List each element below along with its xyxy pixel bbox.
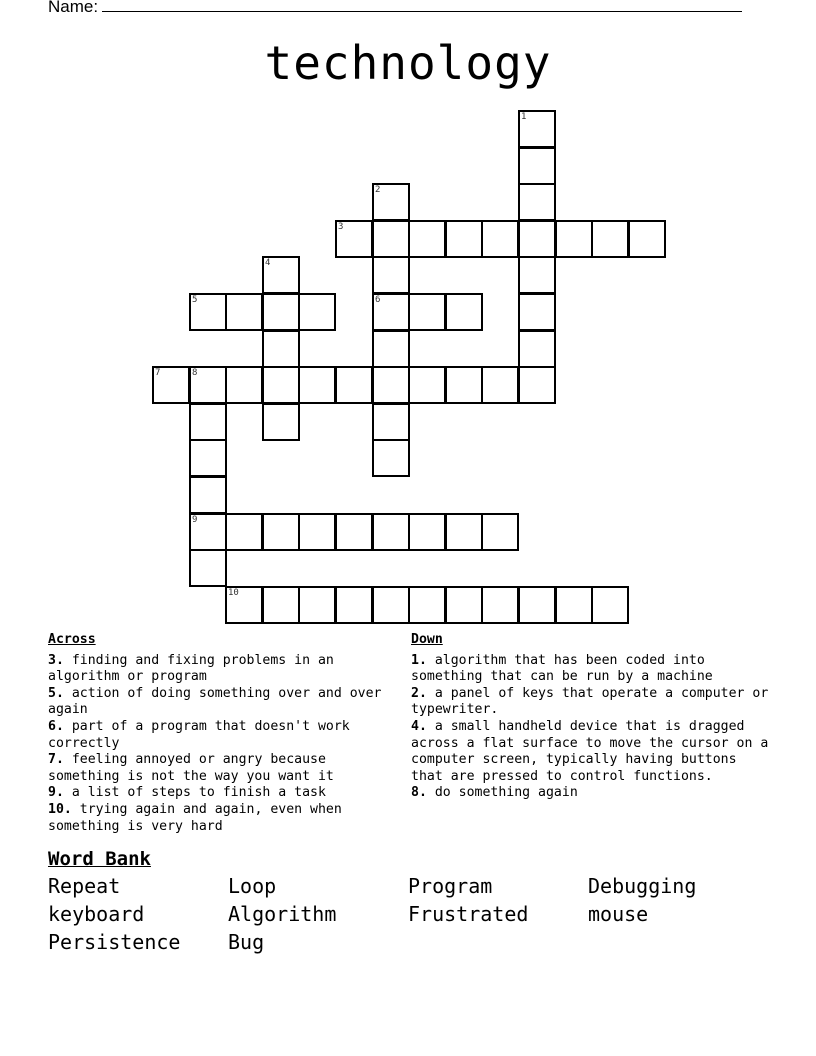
crossword-cell[interactable] [189, 439, 227, 477]
down-clue: 4. a small handheld device that is dragged across a flat surface to move the cursor on a computer screen, typically having buttons that are pressed to control functions. [411, 718, 769, 784]
crossword-cell[interactable] [262, 513, 300, 551]
across-clue: 10. trying again and again, even when something is very hard [48, 801, 342, 834]
crossword-cell[interactable] [518, 183, 556, 221]
name-label: Name: [48, 0, 99, 16]
crossword-cell[interactable] [372, 220, 410, 258]
across-clue: 5. action of doing something over and over again [48, 685, 382, 718]
crossword-cell[interactable] [189, 403, 227, 441]
crossword-cell[interactable] [445, 293, 483, 331]
crossword-cell[interactable] [262, 330, 300, 368]
crossword-cell[interactable] [335, 586, 373, 624]
crossword-cell[interactable] [518, 330, 556, 368]
word-bank-item: mouse [588, 902, 649, 926]
crossword-cell[interactable] [372, 366, 410, 404]
clue-number: 6 [375, 295, 381, 305]
crossword-cell[interactable] [189, 476, 227, 514]
crossword-cell[interactable] [262, 403, 300, 441]
clue-number: 1 [521, 112, 527, 122]
clue-number: 10 [228, 588, 239, 598]
crossword-cell[interactable] [445, 586, 483, 624]
crossword-cell[interactable] [518, 256, 556, 294]
down-clue: 1. algorithm that has been coded into something that can be run by a machine [411, 652, 713, 685]
crossword-cell[interactable] [445, 513, 483, 551]
clue-number: 9 [192, 515, 198, 525]
crossword-cell[interactable] [372, 513, 410, 551]
page-title: technology [264, 36, 552, 90]
crossword-cell[interactable] [518, 366, 556, 404]
word-bank-item: Bug [228, 930, 265, 954]
across-clue: 6. part of a program that doesn't work correctly [48, 718, 350, 751]
crossword-cell[interactable] [591, 586, 629, 624]
word-bank-item: Persistence [48, 930, 181, 954]
crossword-cell[interactable] [262, 586, 300, 624]
clue-number: 8 [192, 368, 198, 378]
crossword-cell[interactable] [555, 220, 593, 258]
crossword-cell[interactable] [445, 220, 483, 258]
crossword-cell[interactable] [591, 220, 629, 258]
word-bank-item: Loop [228, 874, 277, 898]
crossword-cell[interactable] [372, 403, 410, 441]
across-clues [48, 632, 403, 835]
crossword-cell[interactable] [555, 586, 593, 624]
crossword-cell[interactable] [225, 293, 263, 331]
crossword-cell[interactable] [372, 586, 410, 624]
crossword-cell[interactable] [225, 513, 263, 551]
across-clue: 7. feeling annoyed or angry because something is not the way you want it [48, 752, 334, 784]
crossword-cell[interactable] [481, 366, 519, 404]
word-bank-item: Debugging [588, 874, 697, 898]
down-clue: 2. a panel of keys that operate a computer or typewriter. [411, 685, 769, 718]
crossword-cell[interactable] [335, 513, 373, 551]
crossword-cell[interactable] [372, 330, 410, 368]
crossword-cell[interactable] [518, 220, 556, 258]
crossword-cell[interactable] [518, 293, 556, 331]
crossword-cell[interactable] [189, 549, 227, 587]
crossword-cell[interactable] [408, 586, 446, 624]
across-heading: Across [48, 632, 96, 647]
clue-number: 4 [265, 258, 271, 268]
clue-number: 5 [192, 295, 198, 305]
crossword-cell[interactable] [408, 513, 446, 551]
crossword-cell[interactable] [481, 513, 519, 551]
word-bank-item: Program [408, 874, 493, 898]
crossword-cell[interactable] [225, 366, 263, 404]
across-clue: 3. finding and fixing problems in an algorithm or program [48, 652, 334, 685]
crossword-cell[interactable] [262, 293, 300, 331]
crossword-cell[interactable] [298, 366, 336, 404]
crossword-cell[interactable] [628, 220, 666, 258]
word-bank-item: Algorithm [228, 902, 337, 926]
crossword-cell[interactable] [481, 220, 519, 258]
crossword-cell[interactable] [372, 256, 410, 294]
crossword-cell[interactable] [481, 586, 519, 624]
crossword-cell[interactable] [518, 586, 556, 624]
crossword-cell[interactable] [408, 293, 446, 331]
down-clues [411, 632, 771, 802]
word-bank-item: Repeat [48, 874, 121, 898]
down-heading: Down [411, 632, 443, 647]
crossword-cell[interactable] [335, 366, 373, 404]
crossword-cell[interactable] [408, 220, 446, 258]
crossword-cell[interactable] [262, 366, 300, 404]
word-bank-title: Word Bank [48, 848, 151, 870]
crossword-cell[interactable] [408, 366, 446, 404]
across-clue: 9. a list of steps to finish a task [48, 785, 326, 801]
clue-number: 2 [375, 185, 381, 195]
crossword-cell[interactable] [298, 586, 336, 624]
crossword-cell[interactable] [298, 513, 336, 551]
word-bank [48, 874, 768, 954]
clue-number: 7 [155, 368, 161, 378]
word-bank-item: keyboard [48, 902, 145, 926]
crossword-cell[interactable] [445, 366, 483, 404]
down-clue: 8. do something again [411, 785, 578, 801]
crossword-cell[interactable] [298, 293, 336, 331]
crossword-cell[interactable] [372, 439, 410, 477]
clue-number: 3 [338, 222, 344, 232]
crossword-cell[interactable] [518, 147, 556, 185]
word-bank-item: Frustrated [408, 902, 529, 926]
